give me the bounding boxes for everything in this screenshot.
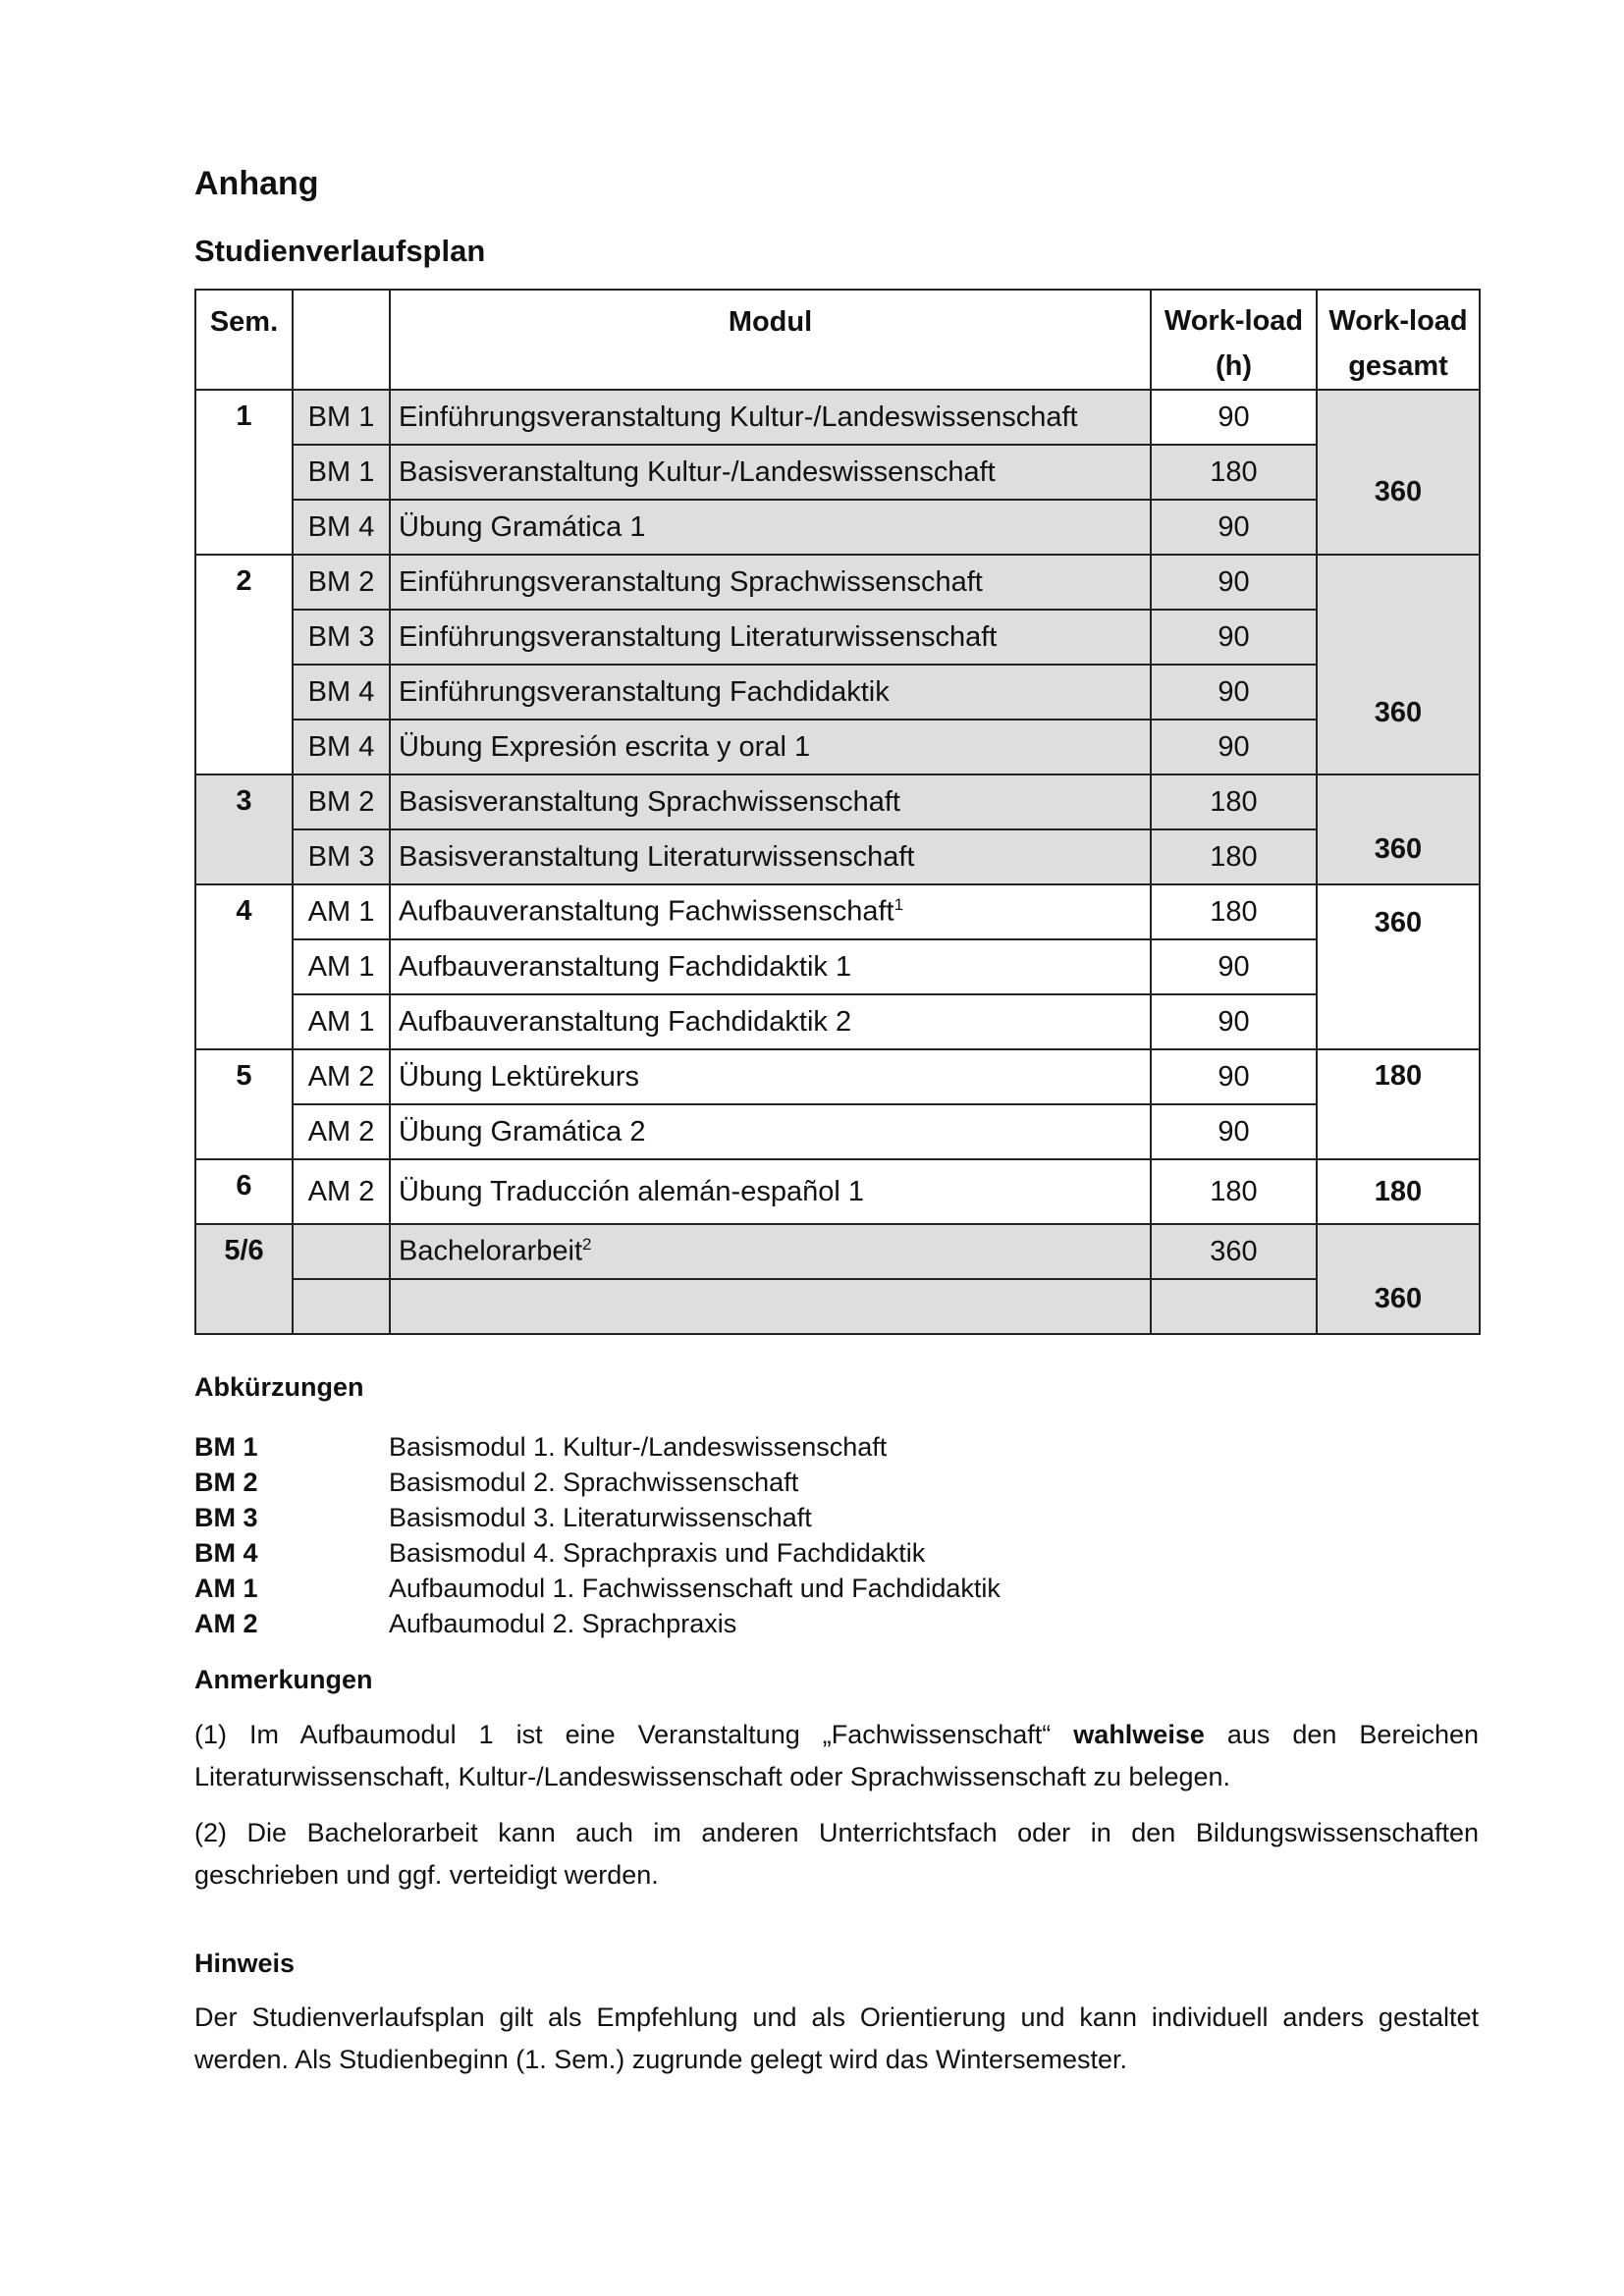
table-row — [195, 994, 1480, 1049]
list-item — [194, 1429, 1176, 1465]
module-workload: 90 — [1151, 665, 1317, 720]
study-plan-table — [194, 289, 1481, 1335]
module-code: AM 2 — [293, 1104, 390, 1159]
abbreviation-value: Aufbaumodul 2. Sprachpraxis — [389, 1609, 737, 1638]
module-workload: 90 — [1151, 939, 1317, 994]
note-1-text-end: aus den Bereichen Literaturwissenschaft, Kultur-/Landeswissenschaft oder Sprachwissenschaft zu belegen. — [194, 1720, 1480, 1791]
module-name: Übung Expresión escrita y oral 1 — [390, 720, 1151, 774]
list-item — [194, 1606, 1176, 1641]
list-item — [194, 1465, 1176, 1500]
table-row — [195, 1224, 1480, 1279]
semester-cell: 1 — [195, 390, 293, 555]
module-name: Basisveranstaltung Sprachwissenschaft — [390, 774, 1151, 829]
module-code: BM 4 — [293, 500, 390, 555]
abbreviation-key: BM 4 — [194, 1538, 258, 1568]
semester-total: 360 — [1317, 555, 1480, 774]
semester-cell: 2 — [195, 555, 293, 774]
document-page — [194, 165, 1480, 2074]
module-name: Aufbauveranstaltung Fachdidaktik 1 — [390, 939, 1151, 994]
module-workload: 90 — [1151, 390, 1317, 445]
table-row — [195, 1159, 1480, 1224]
module-name: Übung Gramática 2 — [390, 1104, 1151, 1159]
module-workload: 180 — [1151, 884, 1317, 939]
semester-cell: 5 — [195, 1049, 293, 1159]
abbreviation-key: BM 3 — [194, 1503, 258, 1532]
module-name-text: Bachelorarbeit — [399, 1235, 582, 1267]
module-code: BM 2 — [293, 774, 390, 829]
semester-cell: 5/6 — [195, 1224, 293, 1334]
module-workload: 180 — [1151, 1159, 1317, 1224]
module-name: Übung Lektürekurs — [390, 1049, 1151, 1104]
note-1 — [194, 1714, 1479, 1798]
module-workload: 90 — [1151, 720, 1317, 774]
list-item — [194, 1535, 1176, 1571]
semester-total: 360 — [1317, 1224, 1480, 1334]
module-code: BM 3 — [293, 610, 390, 665]
module-code: AM 1 — [293, 994, 390, 1049]
module-name: Einführungsveranstaltung Kultur-/Landeswissenschaft — [390, 390, 1151, 445]
module-workload: 90 — [1151, 555, 1317, 610]
module-workload: 90 — [1151, 1104, 1317, 1159]
module-name — [390, 884, 1151, 939]
module-workload: 360 — [1151, 1224, 1317, 1279]
table-row — [195, 555, 1480, 610]
table-header-row — [195, 290, 1480, 390]
hint-text: Der Studienverlaufsplan gilt als Empfehlung und als Orientierung und kann individuell anders gestaltet werden. Als Studienbeginn (1. Sem.) zugrunde gelegt wird das Wintersemester. — [194, 2002, 1479, 2074]
module-code: AM 1 — [293, 884, 390, 939]
semester-total: 180 — [1317, 1049, 1480, 1159]
semester-cell: 6 — [195, 1159, 293, 1224]
module-name: Einführungsveranstaltung Literaturwissenschaft — [390, 610, 1151, 665]
page-subtitle: Studienverlaufsplan — [194, 234, 486, 268]
header-module: Modul — [390, 290, 1151, 390]
semester-total: 360 — [1317, 774, 1480, 884]
module-workload: 180 — [1151, 774, 1317, 829]
header-code — [293, 290, 390, 390]
abbreviation-key: AM 1 — [194, 1574, 258, 1603]
module-name: Aufbauveranstaltung Fachdidaktik 2 — [390, 994, 1151, 1049]
list-item — [194, 1500, 1176, 1535]
table-row — [195, 829, 1480, 884]
module-workload: 90 — [1151, 994, 1317, 1049]
header-workload — [1151, 290, 1317, 390]
module-code: AM 2 — [293, 1159, 390, 1224]
module-code: BM 1 — [293, 445, 390, 500]
table-row — [195, 774, 1480, 829]
page-title: Anhang — [194, 165, 319, 202]
table-row — [195, 1104, 1480, 1159]
module-name: Übung Traducción alemán-español 1 — [390, 1159, 1151, 1224]
module-code: BM 2 — [293, 555, 390, 610]
note-2: (2) Die Bachelorarbeit kann auch im anderen Unterrichtsfach oder in den Bildungswissenschaften geschrieben und ggf. verteidigt werden. — [194, 1818, 1479, 1890]
module-workload: 180 — [1151, 829, 1317, 884]
semester-total: 360 — [1317, 884, 1480, 1049]
semester-cell: 4 — [195, 884, 293, 1049]
module-name: Einführungsveranstaltung Sprachwissenschaft — [390, 555, 1151, 610]
module-name: Übung Gramática 1 — [390, 500, 1151, 555]
hint-heading: Hinweis — [194, 1949, 296, 1978]
table-row — [195, 939, 1480, 994]
semester-total: 180 — [1317, 1159, 1480, 1224]
header-workload-total-line1: Work-load — [1328, 305, 1468, 337]
semester-cell: 3 — [195, 774, 293, 884]
module-workload — [1151, 1279, 1317, 1334]
table-row — [195, 665, 1480, 720]
abbreviations-heading: Abkürzungen — [194, 1372, 364, 1402]
module-code — [293, 1224, 390, 1279]
module-name: Basisveranstaltung Kultur-/Landeswissenschaft — [390, 445, 1151, 500]
header-workload-line1: Work-load — [1164, 305, 1304, 337]
module-workload: 90 — [1151, 1049, 1317, 1104]
module-code: BM 3 — [293, 829, 390, 884]
abbreviation-key: BM 1 — [194, 1432, 258, 1462]
module-workload: 90 — [1151, 500, 1317, 555]
abbreviation-value: Basismodul 2. Sprachwissenschaft — [389, 1468, 799, 1497]
module-code — [293, 1279, 390, 1334]
table-row — [195, 1049, 1480, 1104]
notes-heading: Anmerkungen — [194, 1665, 373, 1694]
module-code: BM 1 — [293, 390, 390, 445]
note-1-text-start: (1) Im Aufbaumodul 1 ist eine Veranstaltung „Fachwissenschaft“ — [194, 1720, 1074, 1749]
module-code: BM 4 — [293, 665, 390, 720]
table-row — [195, 445, 1480, 500]
note-1-emphasis: wahlweise — [1073, 1720, 1205, 1749]
table-row — [195, 1279, 1480, 1334]
table-row — [195, 720, 1480, 774]
module-name — [390, 1279, 1151, 1334]
abbreviation-value: Basismodul 3. Literaturwissenschaft — [389, 1503, 812, 1532]
semester-total: 360 — [1317, 390, 1480, 555]
table-row — [195, 884, 1480, 939]
footnote-marker: 1 — [893, 895, 904, 915]
module-workload: 90 — [1151, 610, 1317, 665]
header-workload-line2: (h) — [1215, 350, 1253, 382]
module-name-text: Aufbauveranstaltung Fachwissenschaft — [399, 895, 894, 928]
module-name: Basisveranstaltung Literaturwissenschaft — [390, 829, 1151, 884]
abbreviation-value: Aufbaumodul 1. Fachwissenschaft und Fachdidaktik — [389, 1574, 1001, 1603]
header-workload-total-line2: gesamt — [1348, 350, 1448, 382]
header-sem: Sem. — [195, 290, 293, 390]
list-item — [194, 1571, 1176, 1606]
abbreviation-value: Basismodul 1. Kultur-/Landeswissenschaft — [389, 1432, 888, 1462]
module-code: AM 2 — [293, 1049, 390, 1104]
table-row — [195, 390, 1480, 445]
module-name — [390, 1224, 1151, 1279]
footnote-marker: 2 — [582, 1235, 592, 1255]
abbreviation-key: AM 2 — [194, 1609, 258, 1638]
table-row — [195, 610, 1480, 665]
module-workload: 180 — [1151, 445, 1317, 500]
module-code: BM 4 — [293, 720, 390, 774]
abbreviations-list — [194, 1429, 1176, 1641]
abbreviation-value: Basismodul 4. Sprachpraxis und Fachdidaktik — [389, 1538, 926, 1568]
table-row — [195, 500, 1480, 555]
module-code: AM 1 — [293, 939, 390, 994]
module-name: Einführungsveranstaltung Fachdidaktik — [390, 665, 1151, 720]
abbreviation-key: BM 2 — [194, 1468, 258, 1497]
header-workload-total — [1317, 290, 1480, 390]
